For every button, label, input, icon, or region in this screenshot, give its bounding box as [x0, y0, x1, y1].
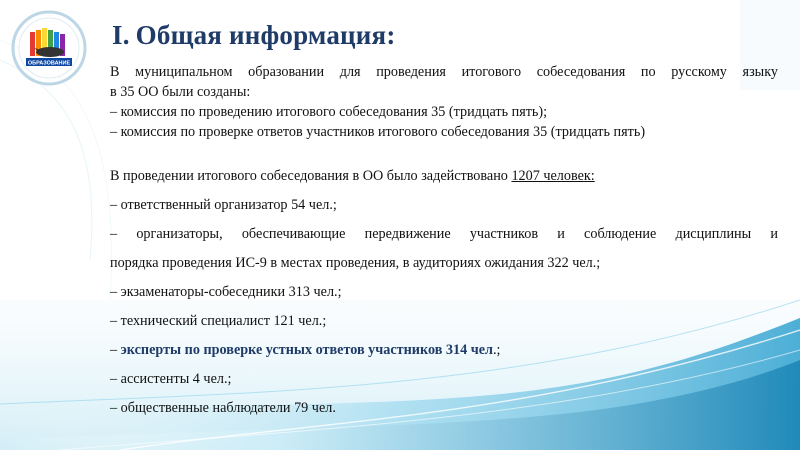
- title-text: Общая информация:: [135, 20, 396, 50]
- staff-experts: [110, 336, 778, 365]
- staff-assistants: – ассистенты 4 чел.;: [110, 371, 232, 387]
- commission-item-2: – комиссия по проверке ответов участников итогового собеседования 35 (тридцать пять): [110, 124, 646, 140]
- staff-total: 1207 человек:: [511, 168, 595, 184]
- staff-intro-text: В проведении итогового собеседования в ОО было задействовано: [110, 168, 512, 184]
- intro-line-2: в 35 ОО были созданы:: [110, 84, 251, 100]
- staff-organizers-line-1: – организаторы, обеспечивающие передвижение участников и соблюдение дисциплины и: [110, 226, 778, 242]
- education-logo: [8, 8, 90, 90]
- svg-text:ОБРАЗОВАНИЕ: ОБРАЗОВАНИЕ: [27, 60, 71, 67]
- experts-highlight: эксперты по проверке устных ответов участников 314 чел: [120, 342, 493, 358]
- staff-intro: [110, 162, 778, 191]
- intro-line-1: В муниципальном образовании для проведения итогового собеседования по русскому языку: [110, 64, 778, 80]
- staff-organizers-line-2: порядка проведения ИС-9 в местах проведения, в аудиториях ожидания 322 чел.;: [110, 255, 601, 271]
- staff-examiners: – экзаменаторы-собеседники 313 чел.;: [110, 284, 342, 300]
- staff-observers: – общественные наблюдатели 79 чел.: [110, 400, 336, 416]
- section-number: I.: [112, 20, 130, 50]
- slide-title: [112, 20, 396, 51]
- experts-tail: .;: [493, 342, 501, 358]
- staff-responsible: – ответственный организатор 54 чел.;: [110, 197, 337, 213]
- experts-dash: –: [110, 342, 121, 358]
- slide-content: [110, 62, 778, 423]
- staff-tech: – технический специалист 121 чел.;: [110, 313, 327, 329]
- commission-item-1: – комиссия по проведению итогового собеседования 35 (тридцать пять);: [110, 104, 548, 120]
